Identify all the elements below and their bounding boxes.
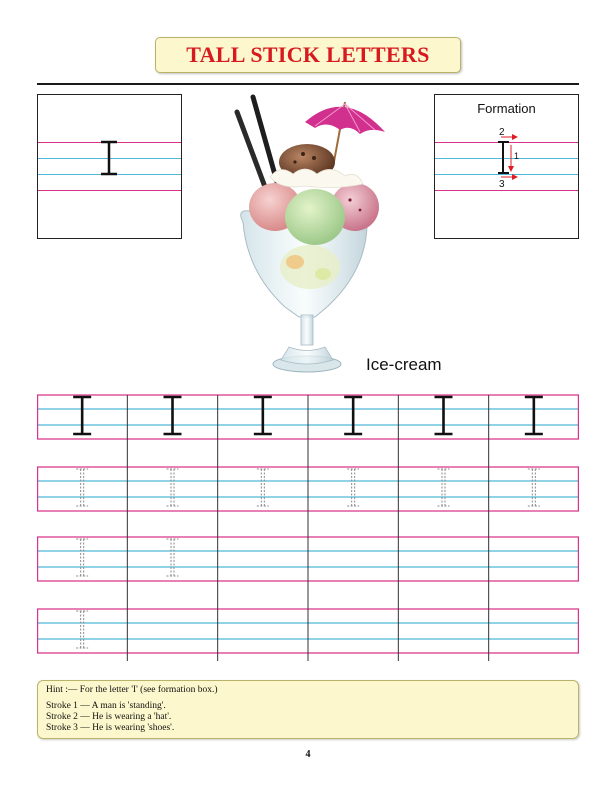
hint-stroke-1: Stroke 1 — A man is 'standing'.: [46, 701, 166, 711]
letter-i-solid: [435, 397, 453, 434]
stroke-number-2: 2: [499, 127, 505, 138]
letter-i-traced: [347, 469, 359, 506]
letter-i-traced: [167, 469, 179, 506]
letter-i-sample: [94, 138, 124, 178]
stroke-number-1: 1: [514, 151, 520, 161]
hint-stroke-3: Stroke 3 — He is wearing 'shoes'.: [46, 723, 175, 733]
letter-i-solid: [525, 397, 543, 434]
page-title: TALL STICK LETTERS: [186, 42, 430, 67]
letter-i-solid: [164, 397, 182, 434]
letter-i-solid: [254, 397, 272, 434]
letter-i-traced: [76, 539, 88, 576]
hint-stroke-2: Stroke 2 — He is wearing a 'hat'.: [46, 712, 172, 722]
hint-heading: Hint :— For the letter 'I' (see formation box.): [46, 685, 218, 695]
header-rule: [37, 83, 579, 85]
page-number: 4: [305, 749, 311, 760]
hint-box: [37, 680, 579, 739]
formation-box: [434, 94, 579, 239]
letter-i-traced: [528, 469, 540, 506]
formation-label: Formation: [477, 101, 536, 116]
title-banner: [155, 37, 461, 73]
letter-i-traced: [438, 469, 450, 506]
letter-i-solid: [73, 397, 91, 434]
letter-i-traced: [76, 469, 88, 506]
formation-diagram: [489, 125, 549, 195]
letter-i-traced: [76, 611, 88, 648]
letter-i-traced: [167, 539, 179, 576]
letter-i-solid: [344, 397, 362, 434]
stroke-number-3: 3: [499, 179, 505, 190]
letter-i-traced: [257, 469, 269, 506]
practice-grid: [37, 392, 579, 662]
sample-letter-box: [37, 94, 182, 239]
ice-cream-illustration: [215, 92, 395, 382]
picture-caption: Ice-cream: [366, 355, 442, 374]
